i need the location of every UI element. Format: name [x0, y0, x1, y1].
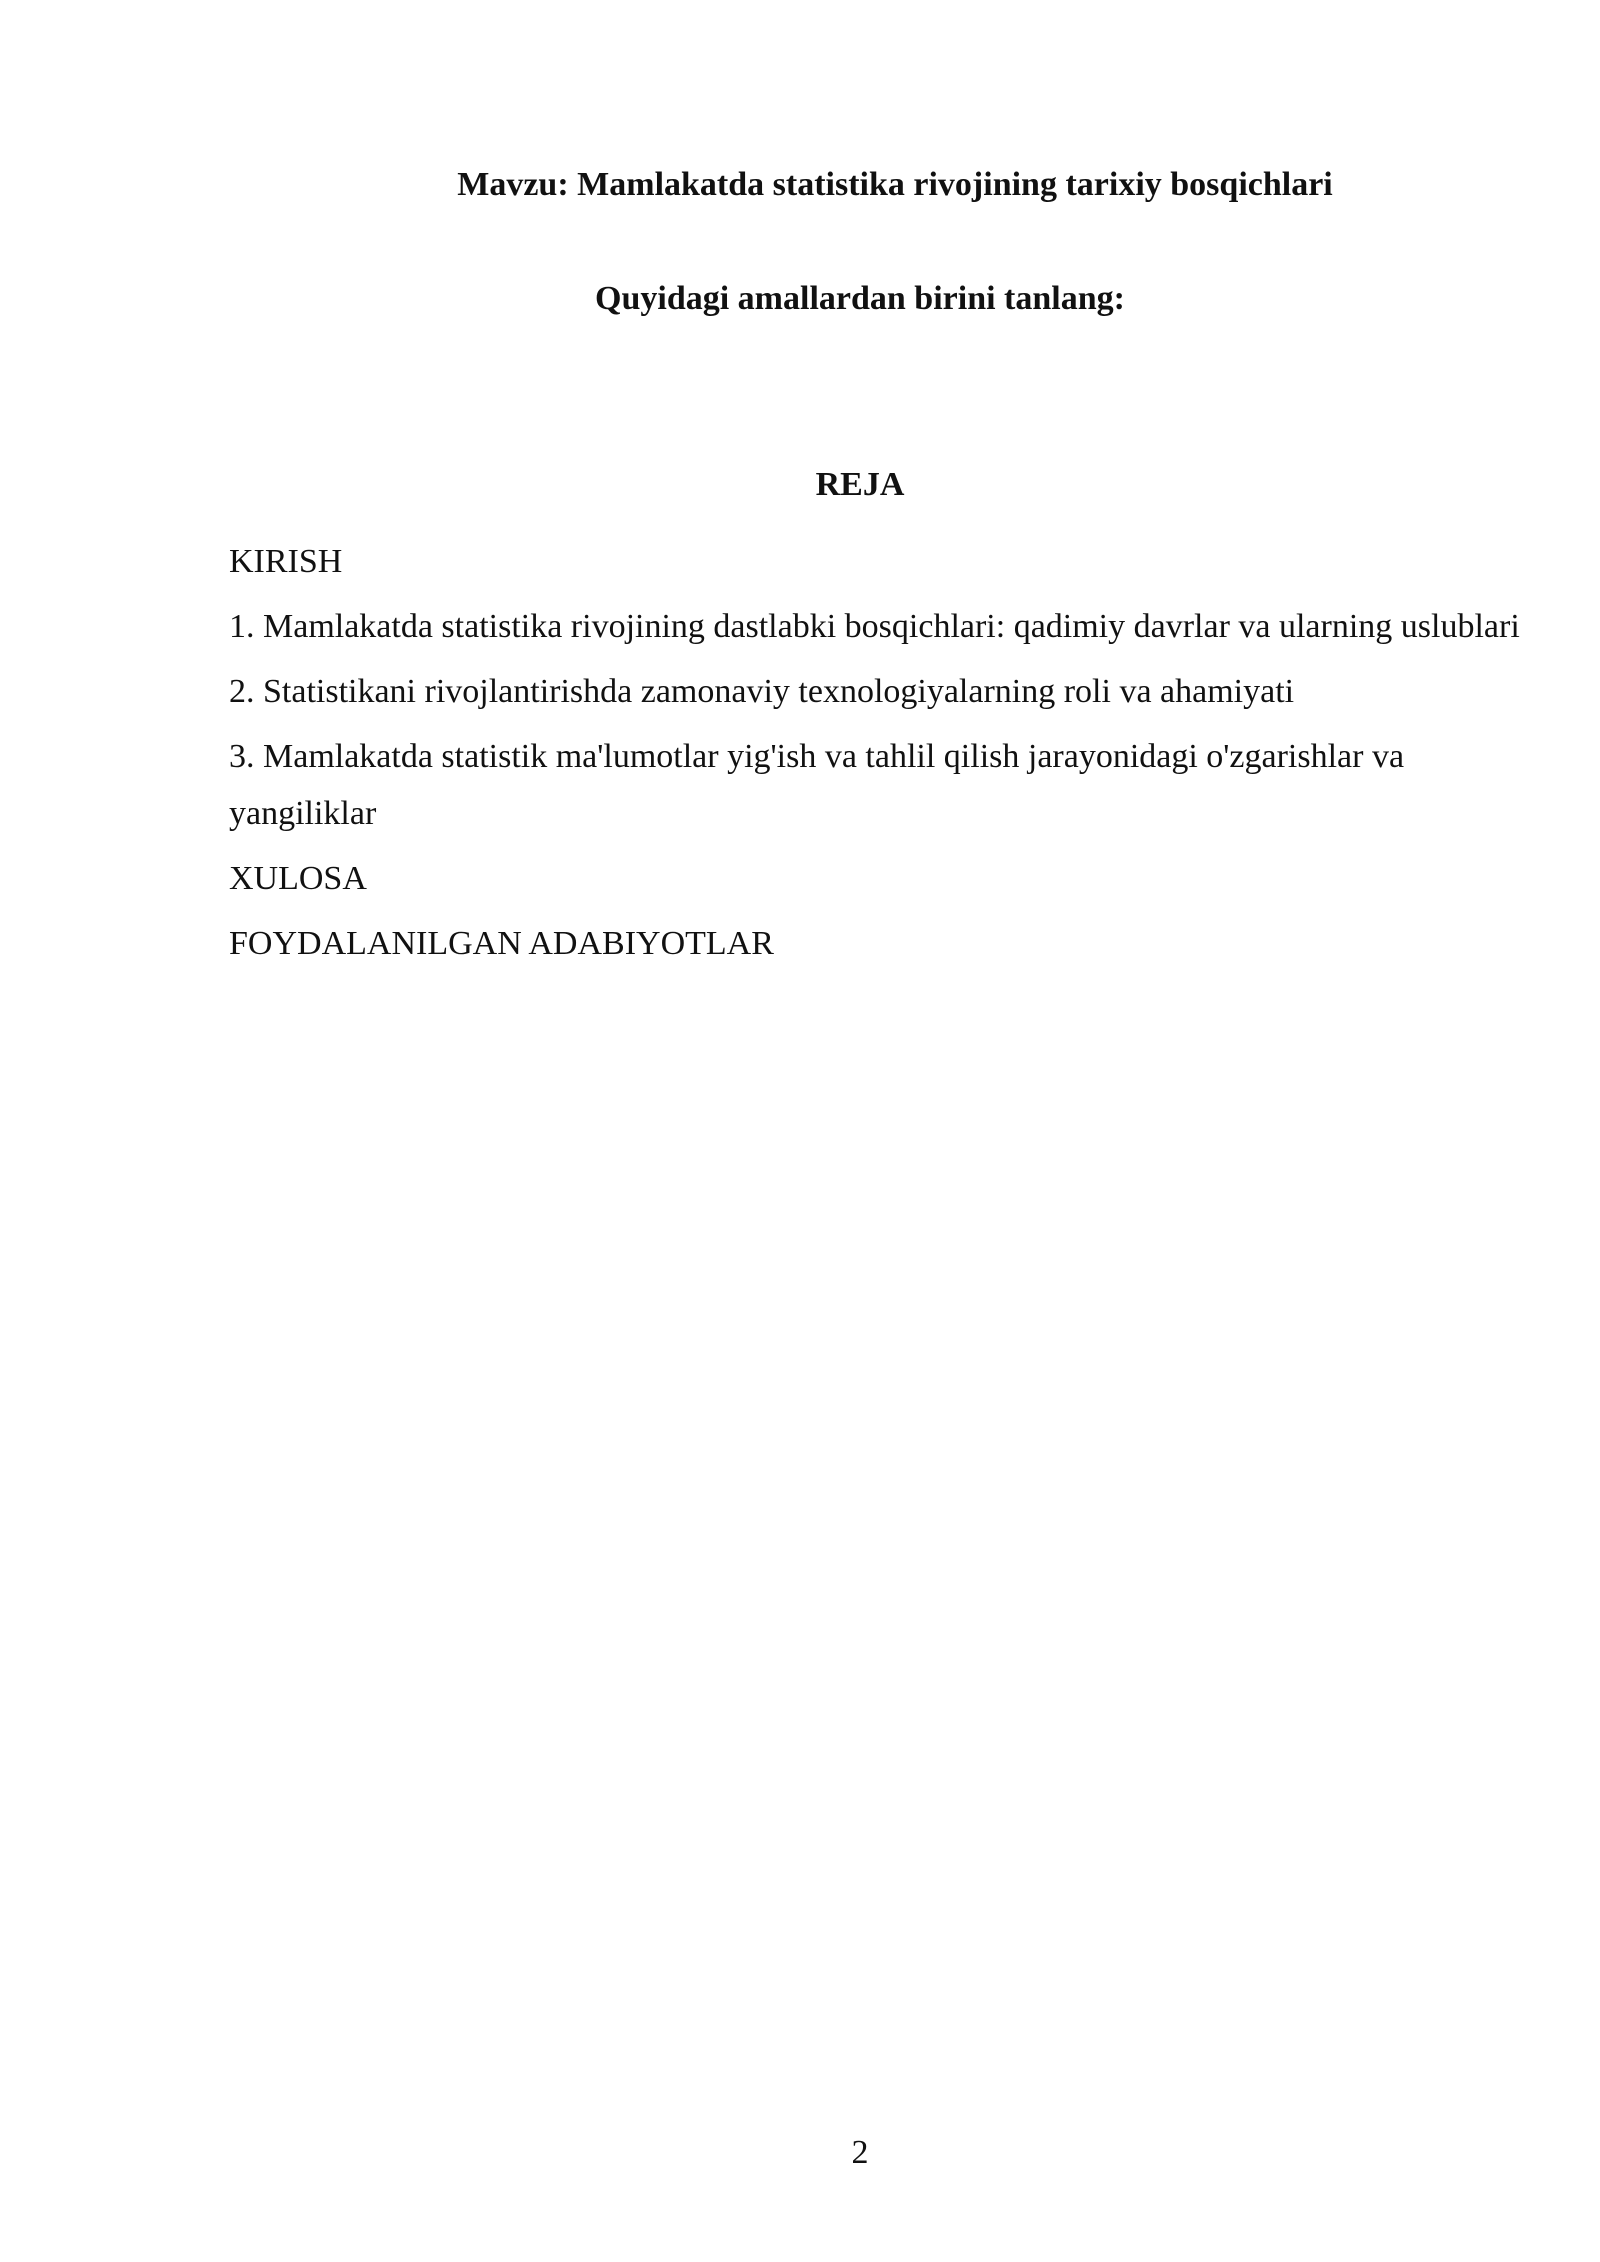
plan-heading: REJA — [815, 466, 905, 503]
page-number: 2 — [851, 2134, 869, 2171]
plan-item-references: FOYDALANILGAN ADABIYOTLAR — [229, 925, 774, 962]
plan-item-3: 3. Mamlakatda statistik ma'lumotlar yig'ish va tahlil qilish jarayonidagi o'zgarishlar va yangiliklar — [229, 738, 1405, 832]
document-title: Mavzu: Mamlakatda statistika rivojining tarixiy bosqichlari — [457, 166, 1333, 203]
plan-item-conclusion: XULOSA — [229, 860, 367, 897]
plan-item-1: 1. Mamlakatda statistika rivojining dastlabki bosqichlari: qadimiy davrlar va ularning uslublari — [229, 608, 1520, 645]
plan-item-2: 2. Statistikani rivojlantirishda zamonaviy texnologiyalarning roli va ahamiyati — [229, 673, 1295, 710]
plan-list — [229, 533, 1529, 980]
plan-item-intro: KIRISH — [229, 543, 343, 580]
document-subtitle: Quyidagi amallardan birini tanlang: — [595, 280, 1125, 317]
